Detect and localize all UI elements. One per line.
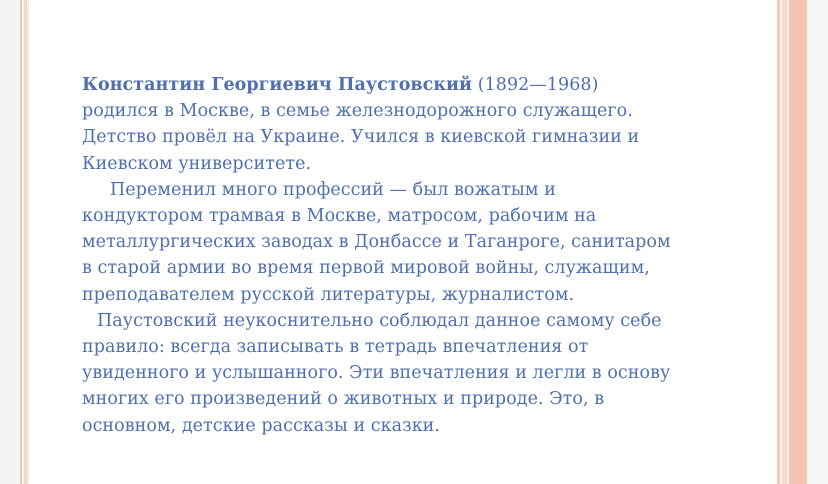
- left-decor-stripe-thin: [20, 0, 22, 484]
- paragraph2-line: преподавателем русской литературы, журналистом.: [82, 284, 575, 305]
- paragraph3-line: основном, детские рассказы и сказки.: [82, 415, 441, 436]
- left-decor-stripe: [24, 0, 27, 484]
- paragraph1-line: Киевском университете.: [82, 153, 312, 174]
- paragraph3-line: правило: всегда записывать в тетрадь впечатления от: [82, 337, 589, 358]
- right-decor-stripe-1: [777, 0, 780, 484]
- biography-professions: [82, 177, 752, 308]
- biography-text: [82, 72, 752, 439]
- life-years: (1892—1968): [477, 75, 599, 95]
- paragraph3-line: многих его произведений о животных и природе. Это, в: [82, 389, 605, 410]
- right-decor-stripe-3: [789, 0, 807, 484]
- biography-habit: [82, 308, 752, 439]
- paragraph3-line: увиденного и услышанного. Эти впечатления и легли в основу: [82, 363, 671, 384]
- paragraph2-line: металлургических заводах в Донбассе и Таганроге, санитаром: [82, 232, 671, 253]
- paragraph3-line: Паустовский неукоснительно соблюдал данное самому себе: [97, 310, 662, 331]
- paragraph1-line: родился в Москве, в семье железнодорожного служащего.: [82, 101, 633, 122]
- paragraph2-line: Переменил много профессий — был вожатым и: [110, 179, 556, 200]
- author-name: Константин Георгиевич Паустовский: [82, 75, 473, 95]
- right-decor-stripe-4: [807, 0, 828, 484]
- paragraph2-line: в старой армии во время первой мировой войны, служащим,: [82, 258, 650, 279]
- right-decor-stripe-2: [782, 0, 787, 484]
- biography-intro: [82, 72, 752, 177]
- paragraph2-line: кондуктором трамвая в Москве, матросом, рабочим на: [82, 206, 597, 227]
- paragraph1-line: Детство провёл на Украине. Учился в киевской гимназии и: [82, 127, 640, 148]
